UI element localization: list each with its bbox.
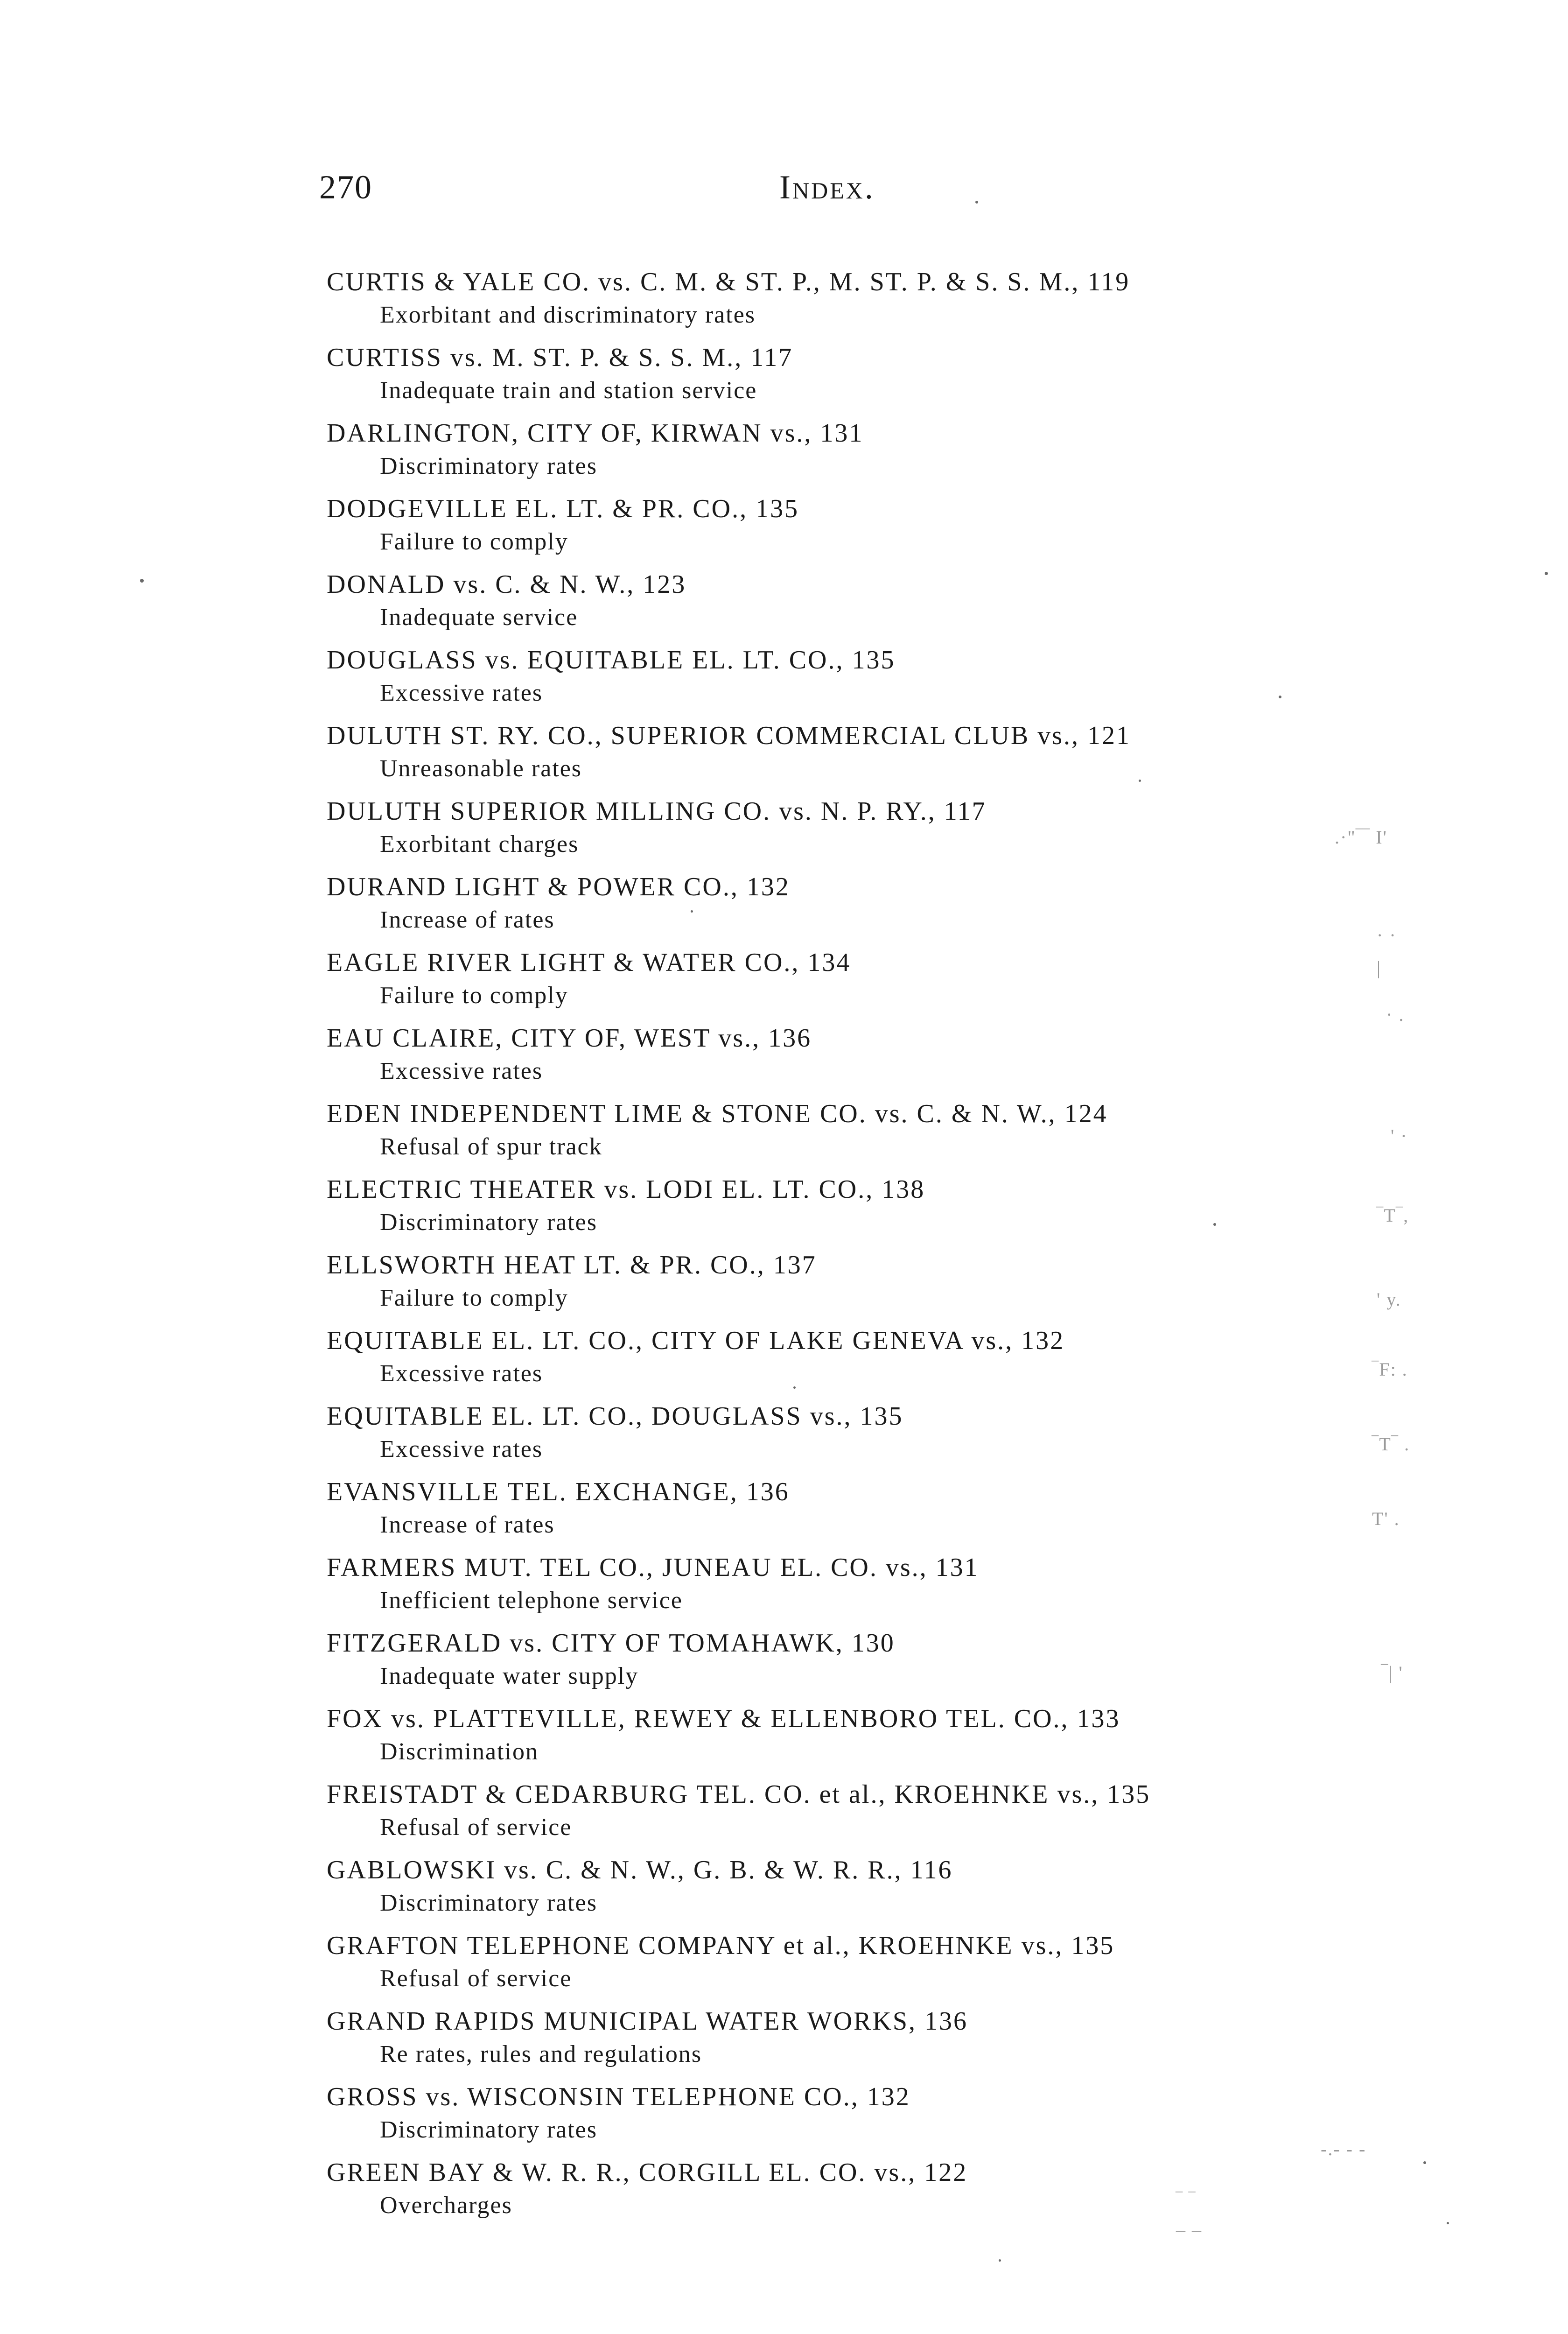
entry-title: GABLOWSKI vs. C. & N. W., G. B. & W. R. R., 116 <box>327 1856 953 1884</box>
index-entry <box>327 1475 1381 1551</box>
entry-subtitle: Increase of rates <box>380 1511 555 1538</box>
index-entry <box>327 265 1381 341</box>
entry-subtitle: Refusal of service <box>380 1814 572 1841</box>
entry-title: DULUTH ST. RY. CO., SUPERIOR COMMERCIAL CLUB vs., 121 <box>327 721 1131 750</box>
entry-title: GROSS vs. WISCONSIN TELEPHONE CO., 132 <box>327 2082 910 2111</box>
entry-subtitle: Exorbitant charges <box>380 831 579 858</box>
scan-speck <box>793 1386 796 1389</box>
bleed-through-mark: ' y. <box>1377 1289 1401 1310</box>
index-entries <box>327 265 1381 2231</box>
entry-subtitle: Overcharges <box>380 2192 512 2219</box>
bleed-through-mark: _ _ <box>1176 2213 1202 2234</box>
index-entry <box>327 1778 1381 1853</box>
entry-title: EVANSVILLE TEL. EXCHANGE, 136 <box>327 1477 790 1506</box>
entry-subtitle: Unreasonable rates <box>380 755 582 782</box>
bleed-through-mark: ‾T‾, <box>1377 1205 1409 1226</box>
entry-subtitle: Exorbitant and discriminatory rates <box>380 302 756 328</box>
entry-title: GRAFTON TELEPHONE COMPANY et al., KROEHNKE vs., 135 <box>327 1931 1115 1960</box>
entry-title: DULUTH SUPERIOR MILLING CO. vs. N. P. RY., 117 <box>327 797 987 826</box>
index-entry <box>327 794 1381 870</box>
page-number: 270 <box>319 169 372 206</box>
scan-speck <box>1139 780 1141 782</box>
entry-subtitle: Discriminatory rates <box>380 1890 597 1916</box>
index-entry <box>327 1173 1381 1248</box>
index-entry <box>327 1551 1381 1626</box>
entry-subtitle: Excessive rates <box>380 1058 543 1084</box>
entry-subtitle: Re rates, rules and regulations <box>380 2041 702 2067</box>
bleed-through-mark: ‾F: . <box>1372 1359 1408 1380</box>
entry-subtitle: Inefficient telephone service <box>380 1587 683 1614</box>
index-entry <box>327 1021 1381 1097</box>
index-entry <box>327 341 1381 416</box>
scan-speck <box>975 201 978 204</box>
index-entry <box>327 2004 1381 2080</box>
entry-subtitle: Discriminatory rates <box>380 453 597 479</box>
page-header <box>317 168 1083 215</box>
entry-title: GREEN BAY & W. R. R., CORGILL EL. CO. vs., 122 <box>327 2158 968 2187</box>
entry-title: CURTISS vs. M. ST. P. & S. S. M., 117 <box>327 343 793 372</box>
bleed-through-mark: T' . <box>1372 1508 1400 1529</box>
entry-title: EQUITABLE EL. LT. CO., DOUGLASS vs., 135 <box>327 1402 903 1431</box>
entry-title: EAGLE RIVER LIGHT & WATER CO., 134 <box>327 948 851 977</box>
bleed-through-mark: ‾| ' <box>1381 1662 1403 1683</box>
index-entry <box>327 1097 1381 1173</box>
entry-subtitle: Discriminatory rates <box>380 1209 597 1236</box>
entry-subtitle: Excessive rates <box>380 1436 543 1462</box>
index-entry <box>327 1853 1381 1929</box>
bleed-through-mark: · . <box>1386 1004 1405 1025</box>
index-entry <box>327 719 1381 794</box>
entry-title: FREISTADT & CEDARBURG TEL. CO. et al., KROEHNKE vs., 135 <box>327 1780 1151 1809</box>
entry-title: EAU CLAIRE, CITY OF, WEST vs., 136 <box>327 1024 812 1053</box>
bleed-through-mark: | <box>1377 957 1382 978</box>
bleed-through-mark: ‾ ‾ <box>1176 2190 1196 2211</box>
entry-subtitle: Refusal of spur track <box>380 1133 602 1160</box>
bleed-through-mark: ‾T‾ . <box>1372 1434 1410 1455</box>
entry-subtitle: Failure to comply <box>380 982 568 1009</box>
entry-title: DARLINGTON, CITY OF, KIRWAN vs., 131 <box>327 419 864 448</box>
scan-speck <box>1213 1223 1216 1226</box>
scan-speck <box>1545 572 1548 575</box>
entry-title: DODGEVILLE EL. LT. & PR. CO., 135 <box>327 494 799 523</box>
index-entry <box>327 1324 1381 1399</box>
scan-speck <box>691 910 693 913</box>
scan-speck <box>1447 2222 1449 2224</box>
entry-subtitle: Inadequate service <box>380 604 578 631</box>
index-entry <box>327 416 1381 492</box>
index-entry <box>327 643 1381 719</box>
index-entry <box>327 946 1381 1021</box>
entry-title: EQUITABLE EL. LT. CO., CITY OF LAKE GENEVA vs., 132 <box>327 1326 1065 1355</box>
index-entry <box>327 568 1381 643</box>
entry-subtitle: Discriminatory rates <box>380 2116 597 2143</box>
entry-title: ELECTRIC THEATER vs. LODI EL. LT. CO., 138 <box>327 1175 925 1204</box>
entry-subtitle: Inadequate train and station service <box>380 377 757 404</box>
entry-title: CURTIS & YALE CO. vs. C. M. & ST. P., M. ST. P. & S. S. M., 119 <box>327 267 1130 296</box>
entry-subtitle: Refusal of service <box>380 1965 572 1992</box>
index-entry <box>327 1248 1381 1324</box>
index-entry <box>327 1929 1381 2004</box>
entry-title: ELLSWORTH HEAT LT. & PR. CO., 137 <box>327 1251 817 1279</box>
bleed-through-mark: .·"‾‾ I' <box>1335 827 1387 848</box>
index-entry <box>327 870 1381 946</box>
entry-title: EDEN INDEPENDENT LIME & STONE CO. vs. C. & N. W., 124 <box>327 1099 1108 1128</box>
bleed-through-mark: ' · <box>1391 1125 1408 1146</box>
entry-subtitle: Excessive rates <box>380 1360 543 1387</box>
entry-title: GRAND RAPIDS MUNICIPAL WATER WORKS, 136 <box>327 2007 968 2036</box>
entry-title: FOX vs. PLATTEVILLE, REWEY & ELLENBORO TEL. CO., 133 <box>327 1704 1120 1733</box>
index-entry <box>327 1626 1381 1702</box>
index-entry <box>327 492 1381 568</box>
index-entry <box>327 1702 1381 1778</box>
bleed-through-mark: -.- - - <box>1321 2138 1366 2159</box>
entry-title: DONALD vs. C. & N. W., 123 <box>327 570 686 599</box>
index-entry <box>327 2080 1381 2156</box>
entry-title: FARMERS MUT. TEL CO., JUNEAU EL. CO. vs., 131 <box>327 1553 979 1582</box>
entry-subtitle: Inadequate water supply <box>380 1663 639 1689</box>
entry-subtitle: Failure to comply <box>380 1285 568 1311</box>
entry-title: FITZGERALD vs. CITY OF TOMAHAWK, 130 <box>327 1629 895 1658</box>
scan-speck <box>999 2259 1001 2262</box>
scan-speck <box>1423 2161 1426 2164</box>
index-entry <box>327 1399 1381 1475</box>
running-head: Index. <box>779 169 875 206</box>
scan-speck <box>1279 696 1281 698</box>
entry-title: DOUGLASS vs. EQUITABLE EL. LT. CO., 135 <box>327 646 896 675</box>
entry-subtitle: Increase of rates <box>380 907 555 933</box>
entry-subtitle: Discrimination <box>380 1738 539 1765</box>
entry-subtitle: Excessive rates <box>380 680 543 706</box>
entry-subtitle: Failure to comply <box>380 528 568 555</box>
bleed-through-mark: · · <box>1377 925 1397 946</box>
index-entry <box>327 2156 1381 2231</box>
entry-title: DURAND LIGHT & POWER CO., 132 <box>327 872 790 901</box>
scan-speck <box>140 579 144 583</box>
